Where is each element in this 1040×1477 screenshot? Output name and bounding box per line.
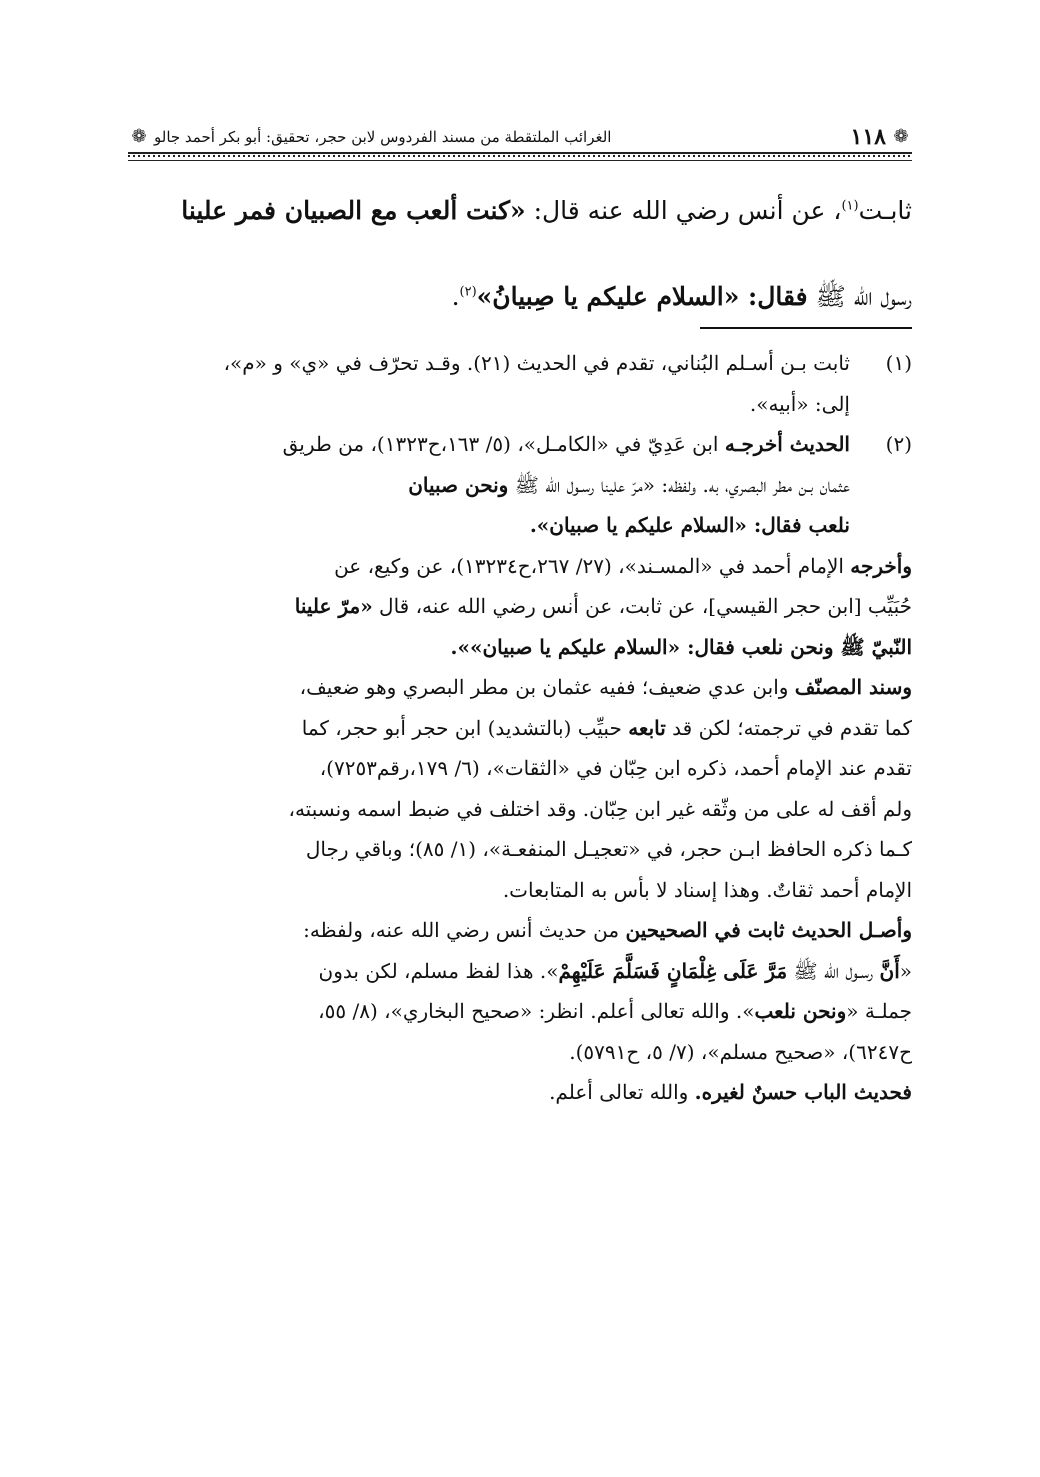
text-span: الإمام أحمد في «المسـند»، (٢٧/ ٢٦٧،ح١٣٢٣٤)، عن وكيع، عن [334, 553, 851, 578]
main-text-span: ثابـت [858, 196, 912, 225]
hadith-quote: «كنت ألعب مع الصبيان فمر علينا [181, 196, 526, 225]
footnote-line [128, 505, 850, 546]
hadith-quote: فقال: «السلام عليكم يا صِبيانُ» [476, 282, 808, 311]
main-text-span: . [451, 282, 460, 311]
paragraph-conclusion [128, 1072, 912, 1113]
bold-text: نلعب فقال: «السلام عليكم يا صبيان». [529, 513, 850, 537]
page-number: ١١٨ [850, 124, 886, 150]
main-line-1 [128, 168, 912, 254]
text-span: ». والله تعالى أعلم. انظر: «صحيح البخاري»، (٨/ ٥٥، [318, 999, 755, 1023]
text-span: « [899, 958, 912, 983]
header-rule [128, 152, 912, 161]
footnotes [128, 343, 912, 1113]
paragraph-line [128, 910, 912, 951]
footnote-ref-2: (٢) [459, 284, 477, 300]
ornament-right-icon: ❁ [893, 126, 909, 147]
text-span: رسـول الله ﷺ [787, 958, 880, 983]
footnote-line: إلى: «أبيه». [749, 391, 850, 416]
paragraph-sahihain [128, 910, 912, 1072]
bold-text: ونحن صبيان [408, 472, 509, 497]
page-number-block [851, 124, 912, 150]
bold-text: «مرّ علينا [294, 594, 373, 618]
text-span: والله تعالى أعلم. [549, 1080, 695, 1104]
bold-text: وأخرجه [850, 553, 912, 578]
footnote-separator [700, 327, 912, 329]
main-text-span: رسول الله ﷺ [807, 282, 912, 311]
bold-text: وأصـل الحديث ثابت في الصحيحين [625, 918, 912, 942]
running-header [128, 122, 912, 152]
text-span: جملـة « [846, 999, 912, 1023]
main-text [128, 168, 912, 340]
bold-text: فحديث الباب حسنٌ لغيره. [694, 1080, 912, 1104]
paragraph-line [128, 667, 912, 708]
main-text-span: ، عن أنس رضي الله عنه قال: [525, 196, 842, 225]
bold-text: وسند المصنّف [794, 675, 912, 699]
text-span: حُبَيِّب [ابن حجر القيسي]، عن ثابت، عن أنس رضي الله عنه، قال [372, 594, 912, 618]
paragraph-line [128, 708, 912, 749]
footnote-body [128, 343, 850, 424]
ornament-left-icon: ❁ [131, 126, 147, 147]
bold-text: الحديث أخرجـه [724, 432, 850, 456]
paragraph-line [128, 951, 912, 992]
text-span: وابن عدي ضعيف؛ ففيه عثمان بن مطر البصري وهو ضعيف، [299, 675, 795, 699]
paragraph-line: الإمام أحمد ثقاتٌ. وهذا إسناد لا بأس به المتابعات. [502, 877, 912, 902]
footnote-2 [128, 424, 912, 546]
footnote-line [128, 424, 850, 465]
paragraph-line [128, 627, 912, 668]
paragraph-line: ولم أقف له على من وثّقه غير ابن حِبّان. وقد اختلف في ضبط اسمه ونسبته، [288, 796, 912, 821]
text-span: ابن عَدِيّ في «الكامـل»، (٥/ ١٦٣،ح١٣٢٣)، من طريق [282, 432, 725, 456]
paragraph-isnad [128, 667, 912, 910]
paragraph-line [128, 546, 912, 587]
footnote-line [128, 465, 850, 506]
running-title: الغرائب الملتقطة من مسند الفردوس لابن حجر، تحقيق: أبو بكر أحمد جالو [154, 128, 612, 146]
text-span: عثمان بـن مطر البصري، به. ولفظه: «مرّ علينا رسـول الله ﷺ [508, 472, 850, 497]
footnote-number: (١) [885, 351, 912, 375]
paragraph-line [128, 586, 912, 627]
title-block [128, 126, 611, 148]
footnote-body [128, 424, 850, 546]
bold-text: مَرَّ عَلَى غِلْمَانٍ فَسَلَّمَ عَلَيْهِمْ [558, 958, 788, 983]
paragraph-musnad-ahmad [128, 546, 912, 668]
bold-text: ونحن نلعب [754, 999, 847, 1023]
paragraph-line: تقدم عند الإمام أحمد، ذكره ابن حِبّان في «الثقات»، (٦/ ١٧٩،رقم٧٢٥٣)، [319, 756, 912, 780]
text-span: من حديث أنس رضي الله عنه، ولفظه: [303, 918, 626, 942]
footnote-line: ثابت بـن أسـلم البُناني، تقدم في الحديث (٢١). وقـد تحرّف في «ي» و «م»، [223, 351, 850, 375]
bold-text: النّبيّ ﷺ ونحن نلعب فقال: «السلام عليكم يا صبيان»». [450, 634, 912, 659]
paragraph-line [128, 1072, 912, 1113]
paragraph-line: ح٦٢٤٧)، «صحيح مسلم»، (٧/ ٥، ح٥٧٩١). [569, 1039, 912, 1064]
footnote-ref-1: (١) [841, 198, 859, 214]
paragraph-line: كـما ذكره الحافظ ابـن حجر، في «تعجيـل المنفعـة»، (١/ ٨٥)؛ وباقي رجال [305, 837, 912, 861]
footnote-number: (٢) [885, 432, 912, 456]
bold-text: أَنَّ [879, 958, 900, 983]
paragraph-line [128, 991, 912, 1032]
bold-text: تابعه [628, 715, 666, 740]
text-span: كما تقدم في ترجمته؛ لكن قد [665, 715, 912, 740]
footnote-1 [128, 343, 912, 424]
text-span: ». هذا لفظ مسلم، لكن بدون [318, 958, 559, 983]
text-span: حبيِّب (بالتشديد) ابن حجر أبو حجر، كما [301, 715, 629, 740]
